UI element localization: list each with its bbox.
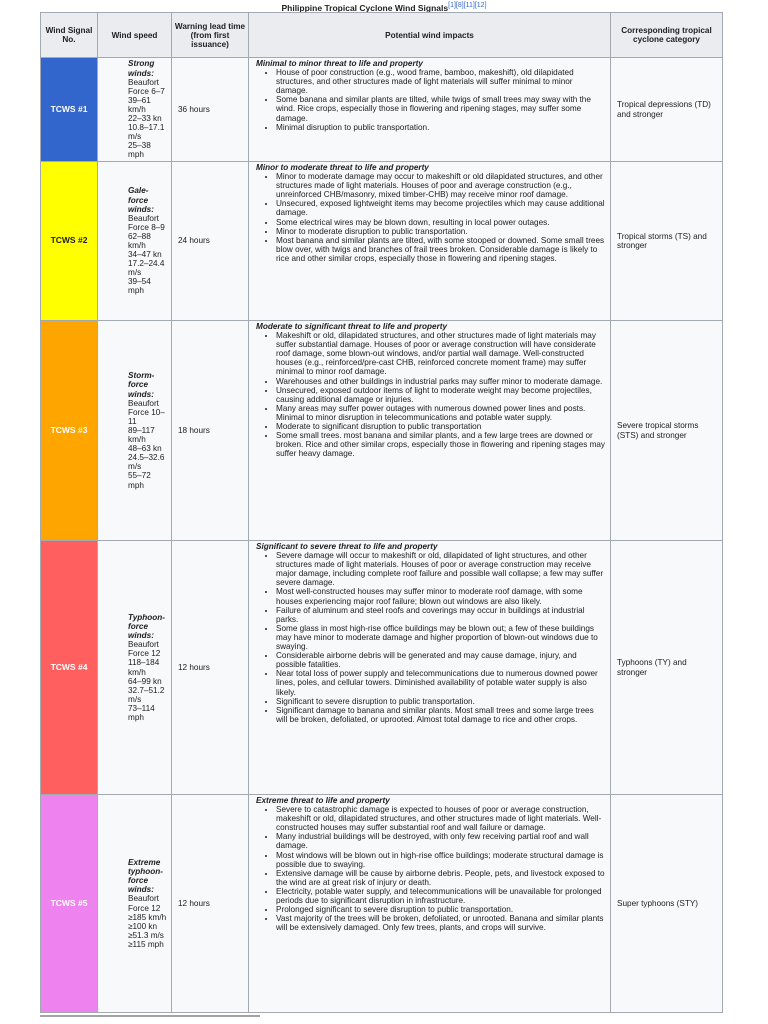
impact-item: • Vast majority of the trees will be broken, defoliated, or unrooted. Banana and similar plants will be extensively damaged. Only few trees, plants, and crops will survive. (276, 914, 606, 932)
impact-item: • Severe damage will occur to makeshift or old, dilapidated of light structures, and other structures made of light materials. Houses of poor or average construction may receive major damage, including complete roof failure and possible wall collapse; a few may suffer severe damage. (276, 551, 606, 587)
impact-item: • Most windows will be blown out in high-rise office buildings; moderate structural damage is possible due to swaying. (276, 851, 606, 869)
impact-threat-title: Minor to moderate threat to life and property (256, 163, 429, 172)
wind-speed-value: 34–47 kn (128, 250, 162, 260)
wind-speed-value: 89–117 km/h (128, 425, 155, 445)
wind-speed-value: 22–33 kn (128, 114, 162, 124)
lead-time-cell: 36 hours (172, 58, 249, 162)
impact-item: • Electricity, potable water supply, and telecommunications will be unavailable for prolonged periods due to significant disruption in infrastructure. (276, 887, 606, 905)
wind-speed-value: 32.7–51.2 m/s (128, 685, 165, 704)
category-cell: Tropical storms (TS) and stronger (611, 162, 723, 321)
impact-list (256, 805, 606, 932)
wind-class-label: Extreme typhoon-force winds: (128, 858, 164, 895)
impacts-cell (249, 795, 611, 1013)
impact-item: • Makeshift or old, dilapidated structures, and other structures made of light materials may suffer substantial damage. Houses of poor or average construction will have considerate roof damage, some blown-out windows, and/or partial wall damage. Well-constructed houses (e.g., reinforced/pre-cast CHB, reinforced concrete moment frame) may suffer minimal to minor roof damage. (276, 331, 606, 376)
wind-speed-cell (98, 321, 172, 541)
category-cell: Typhoons (TY) and stronger (611, 541, 723, 795)
impact-item: • Unsecured, exposed outdoor items of light to moderate weight may become projectiles, causing additional damage or injuries. (276, 386, 606, 404)
lead-time-cell: 12 hours (172, 795, 249, 1013)
wind-class-label: Strong winds: (128, 59, 155, 78)
impact-item: • Significant damage to banana and similar plants. Most small trees and some large trees will be broken, defoliated, or uprooted. Almost total damage to rice and other crops. (276, 706, 606, 724)
impact-item: • House of poor construction (e.g., wood frame, bamboo, makeshift), old dilapidated structures, and other structures made of light materials will suffer minimal to minor damage. (276, 68, 606, 95)
impact-item: • Most banana and similar plants are tilted, with some stooped or downed. Some small trees blow over, with twigs and branches of frail trees broken. Considerable damage is likely to rice and other similar crops, especially those in flowering and ripening stages. (276, 236, 606, 263)
impact-item: • Severe to catastrophic damage is expected to houses of poor or average construction, makeshift or old, dilapidated structures, and other structures made of light materials. Well-constructed houses may suffer substantial roof and wall failure or damage. (276, 805, 606, 832)
wind-class-label: Storm-force winds: (128, 371, 155, 399)
impact-item: • Warehouses and other buildings in industrial parks may suffer minor to moderate damage. (276, 377, 606, 386)
impact-threat-title: Extreme threat to life and property (256, 796, 390, 805)
impact-item: • Unsecured, exposed lightweight items may become projectiles which may cause additional damage. (276, 199, 606, 217)
signal-cell: TCWS #1 (41, 58, 98, 162)
impact-item: • Some banana and similar plants are tilted, while twigs of small trees may sway with the wind. Rice crops, especially those in flowering and ripening stages, may suffer some damage. (276, 95, 606, 122)
wind-speed-cell (98, 162, 172, 321)
header-speed: Wind speed (98, 13, 172, 58)
impact-item: • Considerable airborne debris will be generated and may cause damage, injury, and possible fatalities. (276, 651, 606, 669)
lead-time-cell: 12 hours (172, 541, 249, 795)
wind-speed-value: 24.5–32.6 m/s (128, 453, 165, 472)
header-impacts: Potential wind impacts (249, 13, 611, 58)
wind-speed-value: Beaufort Force 8–9 (128, 213, 165, 232)
signal-cell: TCWS #5 (41, 795, 98, 1013)
wind-speed-value: Beaufort Force 10–11 (128, 398, 165, 426)
wind-speed-cell (98, 795, 172, 1013)
wind-speed-value: 73–114 mph (128, 703, 155, 722)
table-row (41, 162, 723, 321)
next-section-heading-fragment (40, 1015, 340, 1024)
impact-item: • Some electrical wires may be blown down, resulting in local power outages. (276, 218, 606, 227)
wind-speed-cell (98, 541, 172, 795)
impact-threat-title: Moderate to significant threat to life and property (256, 322, 448, 331)
wind-class-label: Gale-force winds: (128, 186, 154, 214)
table-body (41, 58, 723, 1013)
impact-item: • Failure of aluminum and steel roofs and coverings may occur in buildings at industrial parks. (276, 606, 606, 624)
table-row (41, 58, 723, 162)
table-row (41, 541, 723, 795)
impact-item: • Some glass in most high-rise office buildings may be blown out; a few of these buildings may have minor to moderate damage and higher proportion of blown-out windows due to swaying. (276, 624, 606, 651)
wind-speed-value: Beaufort Force 12 (128, 640, 161, 659)
wind-speed-value: 64–99 kn (128, 676, 162, 686)
wind-speed-value: 17.2–24.4 m/s (128, 259, 165, 278)
wind-speed-cell (98, 58, 172, 162)
signal-cell: TCWS #2 (41, 162, 98, 321)
impact-item: • Minor to moderate disruption to public transportation. (276, 227, 606, 236)
impact-item: • Extensive damage will be cause by airborne debris. People, pets, and livestock exposed to the wind are at great risk of injury or death. (276, 869, 606, 887)
category-cell: Tropical depressions (TD) and stronger (611, 58, 723, 162)
impact-item: • Moderate to significant disruption to public transportation (276, 422, 606, 431)
wind-speed-value: ≥115 mph (128, 939, 164, 949)
header-signal: Wind Signal No. (41, 13, 98, 58)
impact-item: • Minimal disruption to public transportation. (276, 123, 606, 132)
category-cell: Super typhoons (STY) (611, 795, 723, 1013)
impact-item: • Many industrial buildings will be destroyed, with only few receiving partial roof and wall damage. (276, 832, 606, 850)
impact-list (256, 68, 606, 132)
impact-item: • Some small trees. most banana and similar plants, and a few large trees are downed or broken. Rice and other similar crops, especially those in flowering and ripening stages may suffer heavy damage. (276, 431, 606, 458)
table-row (41, 321, 723, 541)
impact-item: • Near total loss of power supply and telecommunications due to numerous downed power lines, poles, and cellular towers. Diminished availability of potable water supply is also likely. (276, 669, 606, 696)
wind-speed-value: ≥51.3 m/s (128, 930, 164, 940)
category-cell: Severe tropical storms (STS) and stronger (611, 321, 723, 541)
impact-list (256, 172, 606, 263)
wind-speed-value: ≥185 km/h (128, 912, 167, 922)
wind-signals-table (40, 12, 723, 1013)
signal-cell: TCWS #4 (41, 541, 98, 795)
impacts-cell (249, 321, 611, 541)
lead-time-cell: 24 hours (172, 162, 249, 321)
wind-speed-value: 10.8–17.1 m/s (128, 123, 165, 142)
wind-speed-value: 39–54 mph (128, 277, 151, 296)
wind-class-label: Typhoon-force winds: (128, 612, 165, 641)
lead-time-cell: 18 hours (172, 321, 249, 541)
impact-item: • Prolonged significant to severe disruption to public transportation. (276, 905, 606, 914)
header-lead: Warning lead time (from first issuance) (172, 13, 249, 58)
impact-item: • Significant to severe disruption to public transportation. (276, 697, 606, 706)
impact-item: • Many areas may suffer power outages with numerous downed power lines and posts. Minimal to minor disruption in telecommunications and potable water supply. (276, 404, 606, 422)
wind-speed-value: 118–184 km/h (128, 658, 160, 677)
signal-cell: TCWS #3 (41, 321, 98, 541)
wind-speed-value: 55–72 mph (128, 471, 151, 490)
table-row (41, 795, 723, 1013)
impacts-cell (249, 58, 611, 162)
caption-refs[interactable]: [1][8][11][12] (448, 2, 487, 9)
wind-speed-value: Beaufort Force 6–7 (128, 77, 165, 96)
wind-speed-value: 25–38 mph (128, 141, 151, 160)
impact-item: • Most well-constructed houses may suffer minor to moderate roof damage, with some houses experiencing major roof failure; blown out windows are also likely. (276, 587, 606, 605)
impact-threat-title: Significant to severe threat to life and property (256, 542, 438, 551)
wind-speed-value: 48–63 kn (128, 444, 162, 454)
wind-speed-value: 62–88 km/h (128, 231, 151, 250)
wind-speed-value: 39–61 km/h (128, 95, 151, 114)
impact-list (256, 551, 606, 724)
impact-list (256, 331, 606, 458)
impact-threat-title: Minimal to minor threat to life and property (256, 59, 423, 68)
wind-speed-value: ≥100 kn (128, 921, 158, 931)
impacts-cell (249, 541, 611, 795)
header-category: Corresponding tropical cyclone category (611, 13, 723, 58)
impact-item: • Minor to moderate damage may occur to makeshift or old dilapidated structures, and other structures made of light materials. Houses of poor and average construction (e.g., unreinforced CHB/masonry, mixed timber-CHB) may receive minor roof damage. (276, 172, 606, 199)
wind-speed-value: Beaufort Force 12 (128, 894, 161, 913)
caption-title: Philippine Tropical Cyclone Wind Signals (281, 2, 449, 13)
impacts-cell (249, 162, 611, 321)
